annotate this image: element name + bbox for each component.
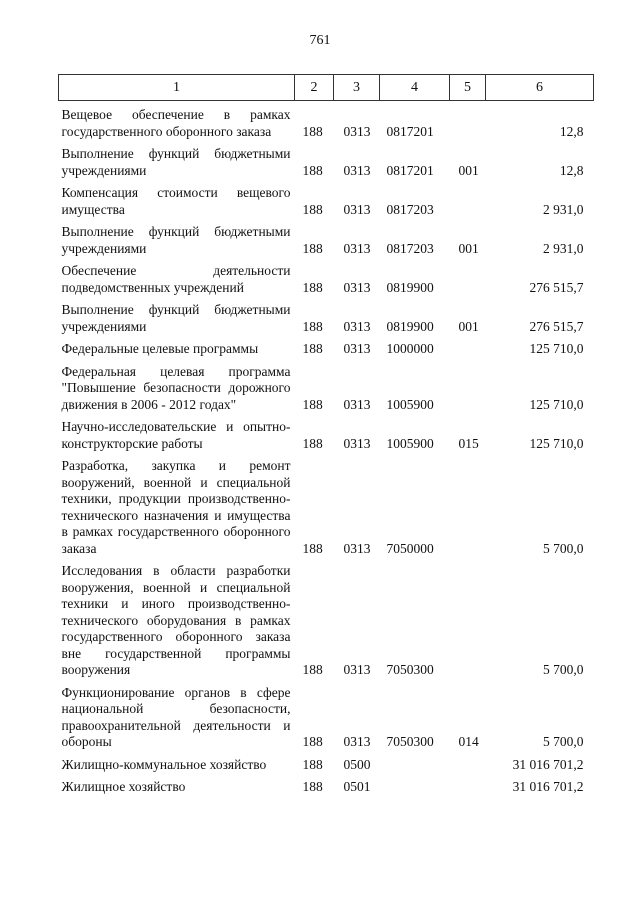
column-header: 2 <box>295 75 334 101</box>
table-row <box>59 140 594 179</box>
cell-col-4: 7050300 <box>386 662 434 677</box>
cell-col-3: 0313 <box>343 396 371 412</box>
page-number: 761 <box>309 33 331 48</box>
row-label: Обеспечение деятельности подведомственных учреждений <box>61 263 291 295</box>
cell-col-5 <box>450 557 486 679</box>
cell-col-3: 0313 <box>343 435 371 451</box>
cell-col-5: 001 <box>458 318 479 334</box>
cell-col-5 <box>450 751 486 774</box>
table-row <box>59 218 594 257</box>
row-label: Компенсация стоимости вещевого имущества <box>61 185 291 217</box>
cell-col-5 <box>450 179 486 218</box>
cell-col-4: 0819900 <box>386 318 434 334</box>
cell-col-4: 0819900 <box>386 279 434 295</box>
table-row <box>59 679 594 751</box>
cell-col-6: 2 931,0 <box>543 240 584 256</box>
cell-col-3: 0313 <box>343 341 371 356</box>
table-row <box>59 101 594 141</box>
budget-table <box>58 74 594 796</box>
table-row <box>59 452 594 557</box>
cell-col-4: 7050000 <box>386 540 434 556</box>
table-row <box>59 179 594 218</box>
row-label: Выполнение функций бюджетными учреждениями <box>61 224 291 256</box>
column-header: 6 <box>486 75 594 101</box>
row-label: Функционирование органов в сфере национальной безопасности, правоохранительной деятельности и обороны <box>61 684 291 749</box>
cell-col-5: 014 <box>458 734 479 749</box>
cell-col-5 <box>450 257 486 296</box>
cell-col-2: 188 <box>302 279 323 295</box>
cell-col-3: 0313 <box>343 279 371 295</box>
cell-col-6: 31 016 701,2 <box>512 779 584 794</box>
row-label: Вещевое обеспечение в рамках государственного оборонного заказа <box>61 107 291 139</box>
cell-col-2: 188 <box>302 162 323 178</box>
cell-col-4 <box>380 773 450 796</box>
cell-col-5 <box>450 358 486 414</box>
cell-col-4: 0817201 <box>386 123 434 139</box>
table-row <box>59 751 594 774</box>
cell-col-2: 188 <box>302 341 323 356</box>
cell-col-5 <box>450 773 486 796</box>
row-label: Федеральная целевая программа "Повышение безопасности дорожного движения в 2006 - 2012 годах" <box>61 363 291 412</box>
cell-col-6: 5 700,0 <box>543 540 584 556</box>
cell-col-3: 0500 <box>343 756 371 772</box>
cell-col-4: 1005900 <box>386 396 434 412</box>
cell-col-3: 0313 <box>343 201 371 217</box>
cell-col-2: 188 <box>302 123 323 139</box>
cell-col-5 <box>450 101 486 141</box>
cell-col-5 <box>450 335 486 358</box>
row-label: Жилищно-коммунальное хозяйство <box>61 756 267 772</box>
row-label: Федеральные целевые программы <box>61 341 259 356</box>
cell-col-6: 5 700,0 <box>543 662 584 677</box>
row-label: Разработка, закупка и ремонт вооружений, военной и специальной техники, продукции производственно-технического назначения и имущества в рамках государственного оборонного заказа <box>61 458 291 556</box>
cell-col-6: 5 700,0 <box>543 734 584 749</box>
cell-col-4 <box>380 751 450 774</box>
cell-col-6: 276 515,7 <box>529 318 584 334</box>
cell-col-4: 0817203 <box>386 201 434 217</box>
cell-col-6: 2 931,0 <box>543 201 584 217</box>
cell-col-2: 188 <box>302 662 323 677</box>
column-header: 1 <box>59 75 295 101</box>
table-row <box>59 335 594 358</box>
cell-col-4: 1005900 <box>386 435 434 451</box>
row-label: Исследования в области разработки вооружения, военной и специальной техники и иного производственно-технического оборудования в рамках государственного оборонного заказа вне государственной программы вооружения <box>61 563 291 677</box>
cell-col-4: 0817201 <box>386 162 434 178</box>
cell-col-5: 001 <box>458 240 479 256</box>
cell-col-2: 188 <box>302 396 323 412</box>
cell-col-6: 276 515,7 <box>529 279 584 295</box>
cell-col-2: 188 <box>302 734 323 749</box>
cell-col-3: 0313 <box>343 662 371 677</box>
cell-col-5: 001 <box>458 162 479 178</box>
cell-col-2: 188 <box>302 435 323 451</box>
cell-col-5 <box>450 452 486 557</box>
cell-col-3: 0313 <box>343 240 371 256</box>
cell-col-2: 188 <box>302 779 323 794</box>
column-header: 5 <box>450 75 486 101</box>
cell-col-6: 125 710,0 <box>529 341 584 356</box>
cell-col-2: 188 <box>302 201 323 217</box>
cell-col-6: 31 016 701,2 <box>512 756 584 772</box>
table-row <box>59 413 594 452</box>
cell-col-4: 0817203 <box>386 240 434 256</box>
cell-col-2: 188 <box>302 240 323 256</box>
cell-col-2: 188 <box>302 540 323 556</box>
table-row <box>59 358 594 414</box>
cell-col-3: 0313 <box>343 734 371 749</box>
cell-col-3: 0313 <box>343 162 371 178</box>
cell-col-6: 12,8 <box>559 162 584 178</box>
row-label: Выполнение функций бюджетными учреждениями <box>61 302 291 334</box>
table-row <box>59 773 594 796</box>
table-row <box>59 257 594 296</box>
cell-col-6: 125 710,0 <box>529 435 584 451</box>
cell-col-2: 188 <box>302 756 323 772</box>
cell-col-2: 188 <box>302 318 323 334</box>
cell-col-6: 12,8 <box>559 123 584 139</box>
cell-col-4: 1000000 <box>386 341 434 356</box>
table-row <box>59 296 594 335</box>
cell-col-6: 125 710,0 <box>529 396 584 412</box>
cell-col-4: 7050300 <box>386 734 434 749</box>
cell-col-3: 0313 <box>343 540 371 556</box>
table-row <box>59 557 594 679</box>
cell-col-5: 015 <box>458 435 479 451</box>
column-header: 3 <box>334 75 380 101</box>
row-label: Жилищное хозяйство <box>61 779 186 794</box>
cell-col-3: 0501 <box>343 779 371 794</box>
column-header: 4 <box>380 75 450 101</box>
cell-col-3: 0313 <box>343 123 371 139</box>
cell-col-3: 0313 <box>343 318 371 334</box>
row-label: Выполнение функций бюджетными учреждениями <box>61 146 291 178</box>
table-header-row <box>59 75 594 101</box>
row-label: Научно-исследовательские и опытно-конструкторские работы <box>61 419 291 451</box>
